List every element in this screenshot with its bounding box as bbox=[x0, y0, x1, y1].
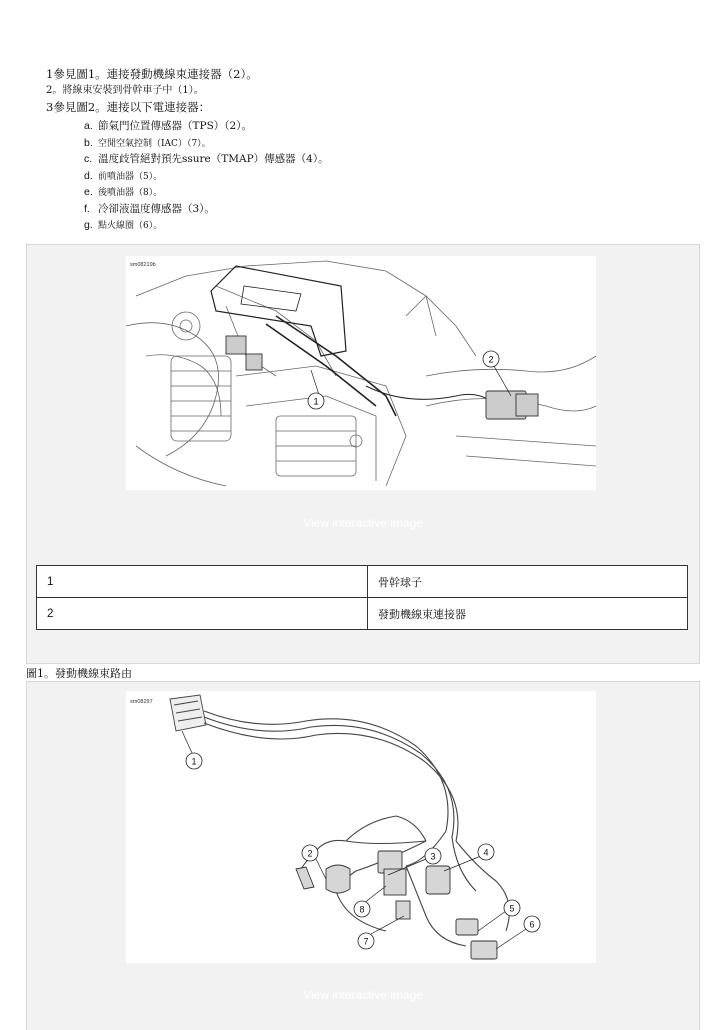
figure-panel-1 bbox=[26, 244, 700, 664]
legend-description: 骨幹球子 bbox=[368, 566, 688, 598]
list-item: g. 點火線圈（6）。 bbox=[84, 219, 163, 231]
callout-5: 5 bbox=[509, 903, 515, 914]
callout-4: 4 bbox=[483, 847, 489, 858]
view-interactive-image-link[interactable]: View interactive image bbox=[303, 988, 423, 1002]
list-item: f. 冷卻液溫度傳感器（3）。 bbox=[84, 202, 215, 215]
callout-2: 2 bbox=[488, 354, 494, 365]
figure-caption: 圖1。發動機線束路由 bbox=[26, 667, 132, 680]
callout-7: 7 bbox=[363, 936, 369, 947]
legend-number: 2 bbox=[37, 598, 368, 630]
callout-8: 8 bbox=[359, 904, 365, 915]
engine-line-drawing bbox=[126, 256, 596, 490]
step-1: 1參見圖1。連接發動機線束連接器（2）。 bbox=[46, 67, 258, 81]
legend-number: 1 bbox=[37, 566, 368, 598]
list-item: e. 後噴油器（8）。 bbox=[84, 186, 163, 198]
figure-id-label: sm08219b bbox=[130, 262, 156, 268]
step-3: 3參見圖2。連接以下電連接器： bbox=[46, 100, 211, 115]
legend-description: 發動機線束連接器 bbox=[368, 598, 688, 630]
table-row bbox=[37, 566, 688, 598]
connector-list bbox=[84, 118, 329, 234]
list-item: a. 節氣門位置傳感器（TPS）（2）。 bbox=[84, 120, 252, 132]
engine-harness-illustration[interactable] bbox=[126, 256, 596, 490]
callout-1: 1 bbox=[191, 756, 197, 767]
view-interactive-image-link[interactable]: View interactive image bbox=[303, 516, 423, 530]
figure-panel-2 bbox=[26, 681, 700, 1030]
list-item: b. 空閒空氣控制（IAC）（7）。 bbox=[84, 136, 211, 149]
list-item: c. 溫度歧管絕對預先ssure（TMAP）傳感器（4）。 bbox=[84, 153, 329, 165]
instruction-steps bbox=[46, 66, 686, 116]
figure-id-label: sm08297 bbox=[130, 699, 153, 705]
callout-2: 2 bbox=[307, 848, 313, 859]
step-2: 2。將線束安裝到骨幹車子中（1）。 bbox=[46, 84, 204, 96]
table-row bbox=[37, 598, 688, 630]
legend-table bbox=[36, 565, 688, 630]
callout-3: 3 bbox=[430, 851, 436, 862]
harness-line-drawing bbox=[126, 691, 596, 963]
list-item: d. 前噴油器（5）。 bbox=[84, 169, 163, 182]
callout-6: 6 bbox=[529, 919, 535, 930]
harness-connectors-illustration[interactable] bbox=[126, 691, 596, 963]
callout-1: 1 bbox=[313, 396, 319, 407]
